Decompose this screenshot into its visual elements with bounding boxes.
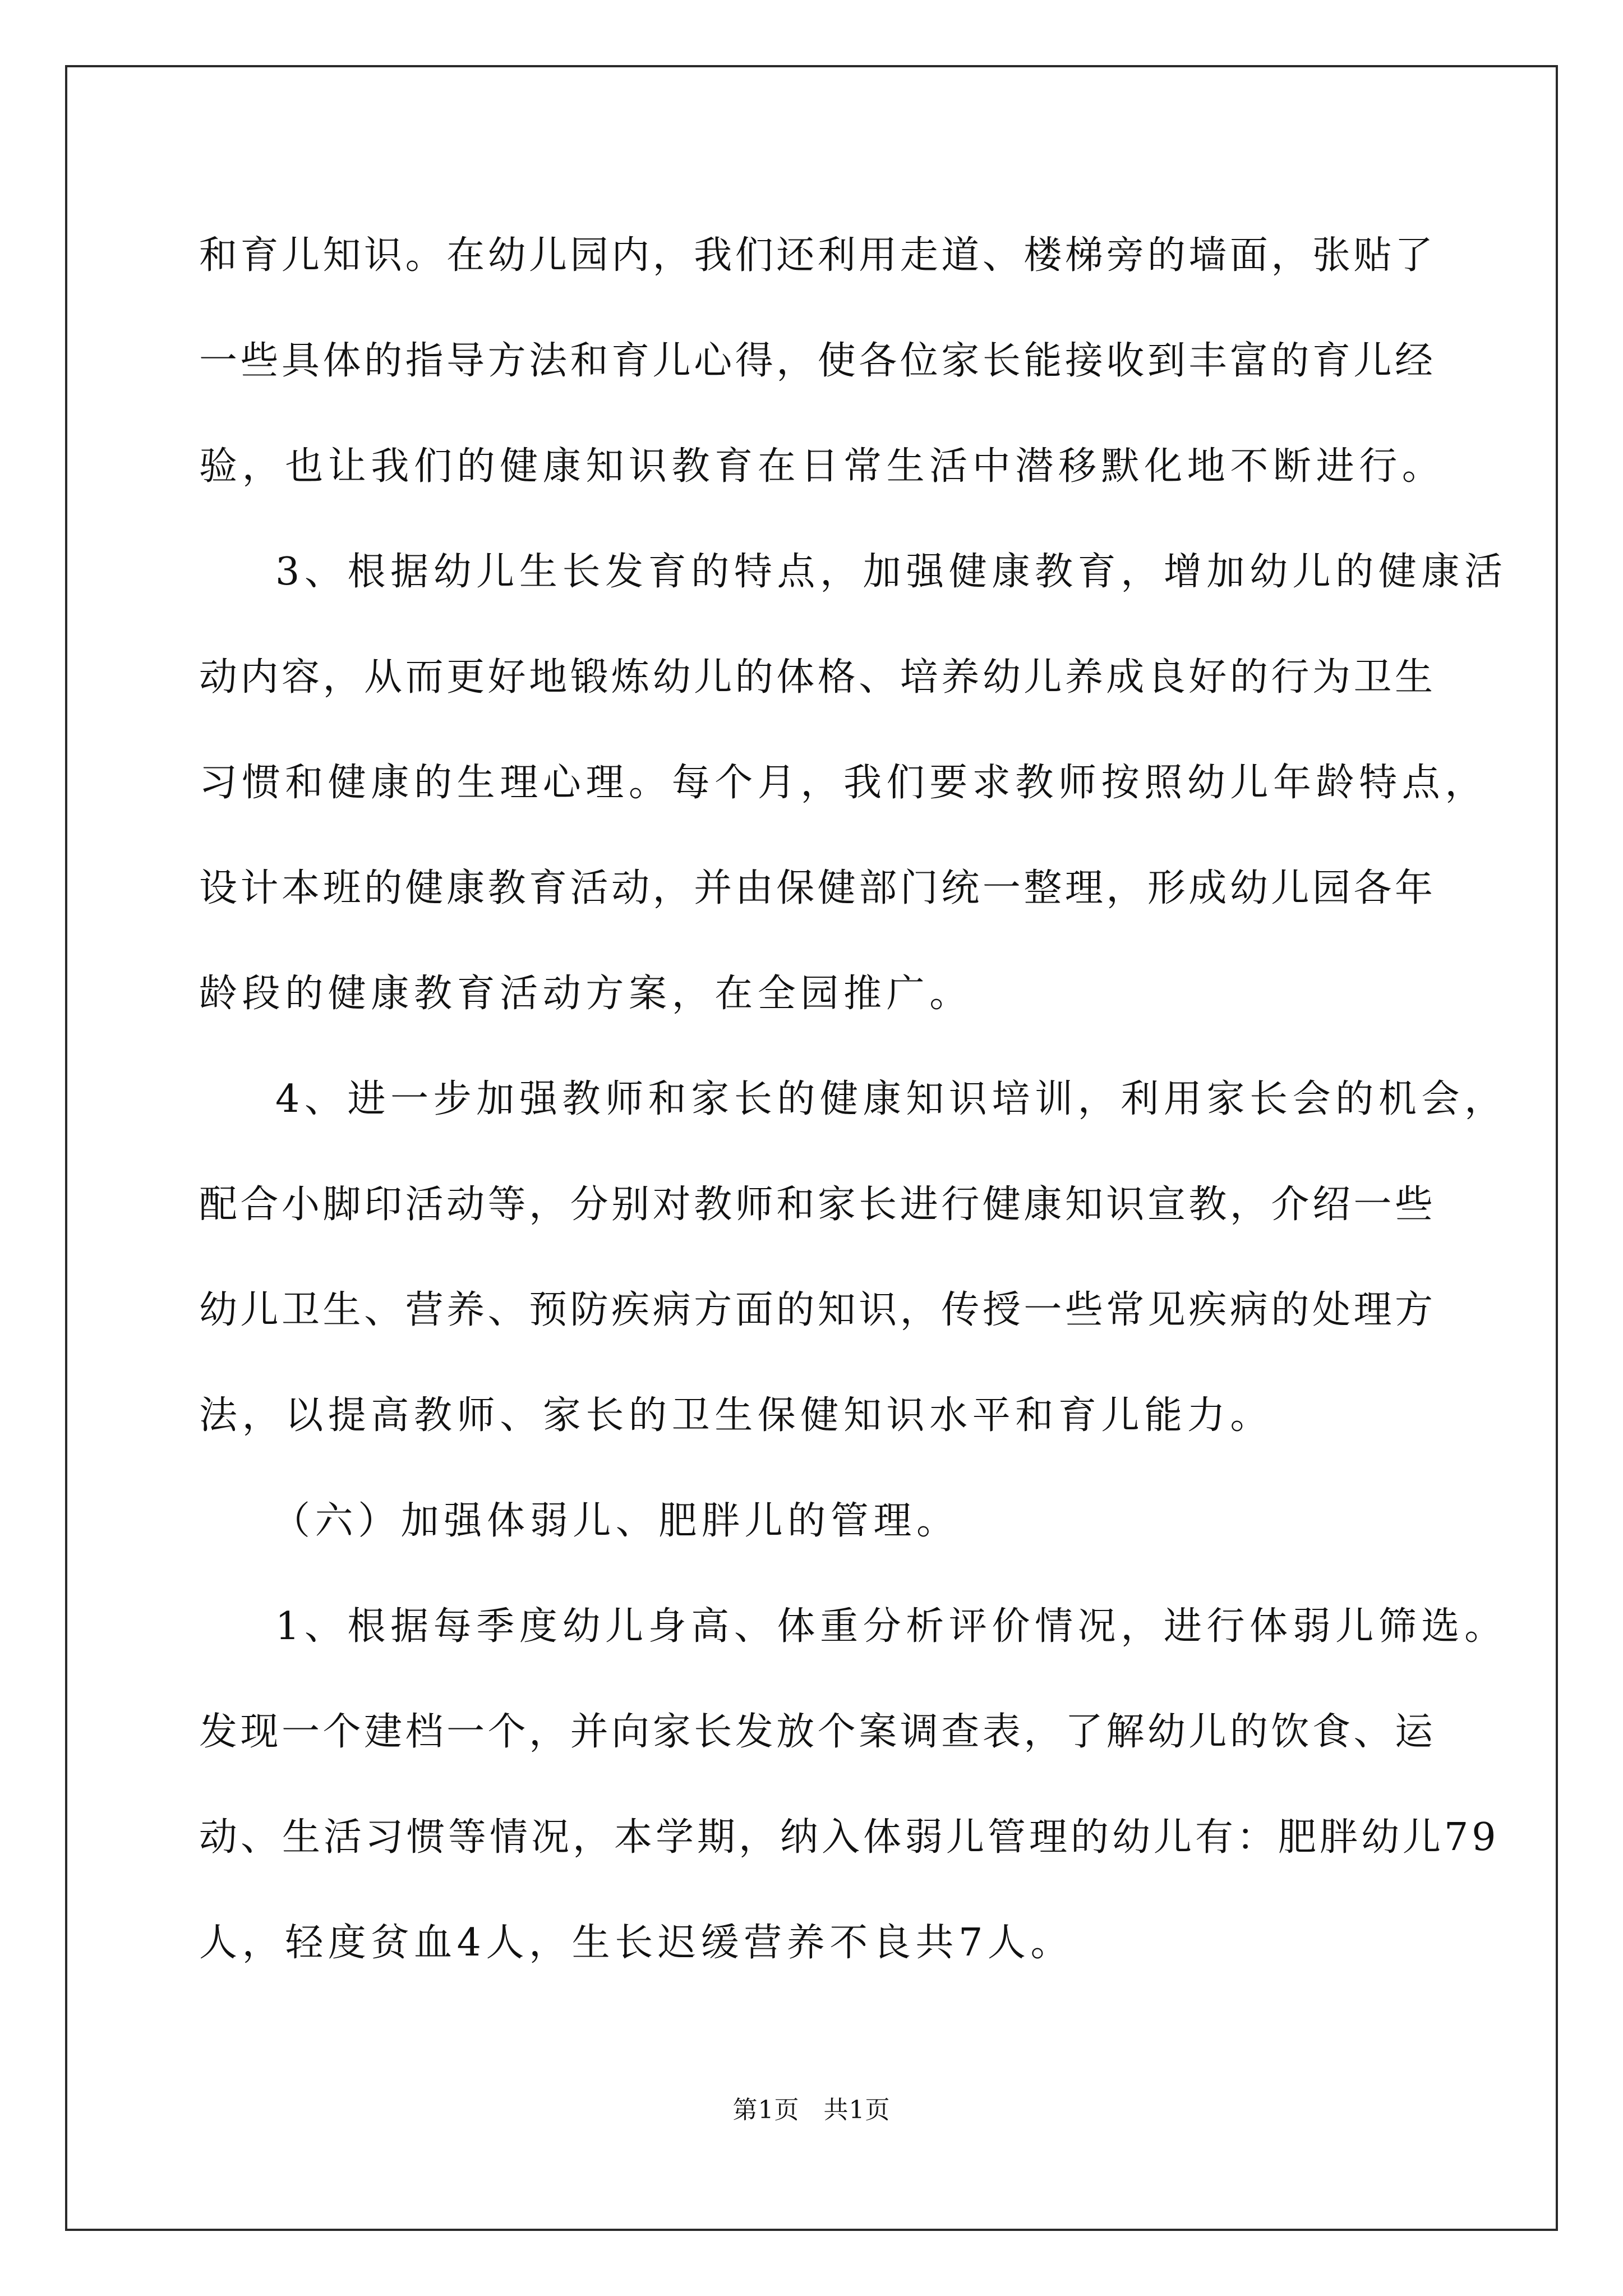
text-line: 幼儿卫生、营养、预防疾病方面的知识，传授一些常见疾病的处理方 (199, 1288, 1433, 1332)
section-heading: （六）加强体弱儿、肥胖儿的管理。 (272, 1499, 960, 1543)
text-line: 龄段的健康教育活动方案，在全园推广。 (199, 972, 972, 1016)
document-body (199, 203, 1507, 1996)
text-line: 动、生活习惯等情况，本学期，纳入体弱儿管理的幼儿有：肥胖幼儿79 (199, 1815, 1500, 1860)
text-line: 法，以提高教师、家长的卫生保健知识水平和育儿能力。 (199, 1393, 1274, 1438)
page-number-total: 共1页 (823, 2096, 891, 2124)
text-line: 设计本班的健康教育活动，并由保健部门统一整理，形成幼儿园各年 (199, 866, 1433, 910)
page-footer (0, 2090, 1623, 2125)
text-line: 动内容，从而更好地锻炼幼儿的体格、培养幼儿养成良好的行为卫生 (199, 655, 1433, 700)
text-line: 和育儿知识。在幼儿园内，我们还利用走道、楼梯旁的墙面，张贴了 (199, 233, 1433, 278)
text-line: 人，轻度贫血4人，生长迟缓营养不良共7人。 (199, 1921, 1074, 1965)
paragraph-start-line: 1、根据每季度幼儿身高、体重分析评价情况，进行体弱儿筛选。 (275, 1604, 1507, 1649)
text-line: 验，也让我们的健康知识教育在日常生活中潜移默化地不断进行。 (199, 444, 1445, 489)
text-line: 发现一个建档一个，并向家长发放个案调查表，了解幼儿的饮食、运 (199, 1710, 1433, 1754)
text-line: 配合小脚印活动等，分别对教师和家长进行健康知识宣教，介绍一些 (199, 1182, 1433, 1227)
paragraph-start-line: 3、根据幼儿生长发育的特点，加强健康教育，增加幼儿的健康活 (275, 550, 1507, 594)
paragraph-start-line: 4、进一步加强教师和家长的健康知识培训，利用家长会的机会， (275, 1077, 1507, 1121)
text-line: 一些具体的指导方法和育儿心得，使各位家长能接收到丰富的育儿经 (199, 339, 1433, 383)
text-line: 习惯和健康的生理心理。每个月，我们要求教师按照幼儿年龄特点， (199, 761, 1488, 805)
page-number-current: 第1页 (732, 2096, 800, 2124)
